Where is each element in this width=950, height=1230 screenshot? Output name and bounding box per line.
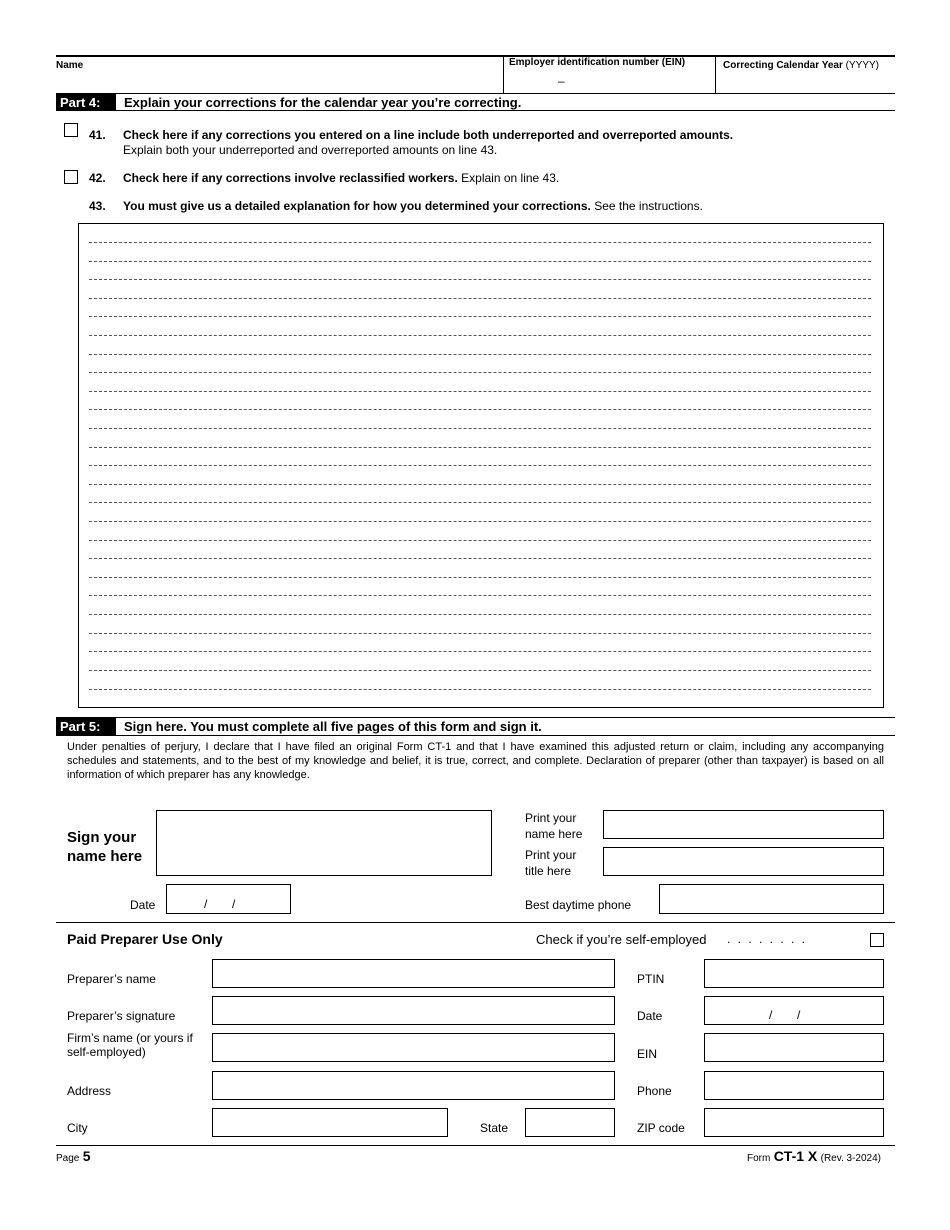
ein-label: Employer identification number (EIN) bbox=[509, 57, 686, 68]
header-top-rule bbox=[56, 55, 895, 57]
line41-subtext: Explain both your underreported and overreported amounts on line 43. bbox=[123, 143, 498, 157]
explanation-line bbox=[89, 633, 871, 634]
firm-name-field[interactable] bbox=[212, 1033, 615, 1062]
part5-top-rule bbox=[56, 717, 895, 718]
state-label: State bbox=[480, 1121, 509, 1135]
state-field[interactable] bbox=[525, 1108, 615, 1137]
date-slash: / bbox=[232, 897, 236, 911]
header-divider-1 bbox=[503, 56, 504, 94]
signature-field[interactable] bbox=[156, 810, 492, 876]
preparer-name-label: Preparer’s name bbox=[67, 972, 156, 986]
explanation-line bbox=[89, 372, 871, 373]
print-title-label-line2: title here bbox=[525, 864, 572, 878]
sign-label-line2: name here bbox=[67, 848, 143, 865]
explanation-textarea[interactable] bbox=[78, 223, 884, 708]
ein-dash: – bbox=[558, 74, 565, 88]
page-num: 5 bbox=[82, 1148, 91, 1164]
print-name-label bbox=[525, 810, 582, 842]
explanation-line bbox=[89, 595, 871, 596]
date-slash: / bbox=[204, 897, 208, 911]
line41-number: 41. bbox=[89, 128, 106, 142]
explanation-line bbox=[89, 521, 871, 522]
daytime-phone-field[interactable] bbox=[659, 884, 884, 914]
print-title-label bbox=[525, 847, 576, 879]
address-label: Address bbox=[67, 1084, 112, 1098]
preparer-date-label: Date bbox=[637, 1009, 663, 1023]
sign-date-label: Date bbox=[130, 898, 156, 912]
year-label: Correcting Calendar Year bbox=[723, 60, 843, 71]
explanation-line bbox=[89, 502, 871, 503]
explanation-line bbox=[89, 261, 871, 262]
explanation-line bbox=[89, 540, 871, 541]
print-title-field[interactable] bbox=[603, 847, 884, 876]
form-rev: (Rev. 3-2024) bbox=[820, 1153, 882, 1164]
explanation-line bbox=[89, 447, 871, 448]
sign-label-line1: Sign your bbox=[67, 829, 137, 846]
date-slash: / bbox=[769, 1008, 773, 1022]
print-name-label-line2: name here bbox=[525, 827, 583, 841]
part4-tag: Part 4: bbox=[56, 94, 116, 110]
self-employed-checkbox[interactable] bbox=[870, 933, 884, 947]
name-label: Name bbox=[56, 60, 84, 71]
firm-ein-label: EIN bbox=[637, 1047, 658, 1061]
line43-text bbox=[123, 199, 703, 213]
explanation-line bbox=[89, 465, 871, 466]
explanation-line bbox=[89, 242, 871, 243]
form-name: CT-1 X bbox=[773, 1148, 818, 1164]
header-bottom-rule bbox=[56, 93, 895, 94]
preparer-signature-label: Preparer’s signature bbox=[67, 1009, 176, 1023]
city-label: City bbox=[67, 1121, 88, 1135]
line42-text bbox=[123, 171, 559, 185]
preparer-phone-field[interactable] bbox=[704, 1071, 884, 1100]
year-hint: (YYYY) bbox=[845, 60, 879, 71]
line42-bold: Check here if any corrections involve reclassified workers. bbox=[123, 171, 458, 185]
explanation-line bbox=[89, 689, 871, 690]
explanation-line bbox=[89, 316, 871, 317]
line43-bold: You must give us a detailed explanation for how you determined your corrections. bbox=[123, 199, 591, 213]
explanation-line bbox=[89, 577, 871, 578]
line43-number: 43. bbox=[89, 199, 106, 213]
perjury-declaration: Under penalties of perjury, I declare that I have filed an original Form CT-1 and that I have examined this adjusted return or claim, including any accompanying schedules and statements, and to the best of my knowledge and belief, it is true, correct, and complete. Declaration of preparer (other than taxpayer) is based on all information of which preparer has any knowledge. bbox=[67, 741, 884, 781]
explanation-line bbox=[89, 391, 871, 392]
explanation-line bbox=[89, 428, 871, 429]
self-employed-dots: . . . . . . . . bbox=[727, 932, 808, 946]
explanation-line bbox=[89, 409, 871, 410]
line42-checkbox[interactable] bbox=[64, 170, 78, 184]
sign-date-field[interactable] bbox=[166, 884, 291, 914]
date-slash: / bbox=[797, 1008, 801, 1022]
form-id bbox=[747, 1148, 881, 1164]
zip-field[interactable] bbox=[704, 1108, 884, 1137]
preparer-date-field[interactable] bbox=[704, 996, 884, 1025]
city-field[interactable] bbox=[212, 1108, 448, 1137]
part4-rule bbox=[56, 110, 895, 111]
firm-name-label-line2: self-employed) bbox=[67, 1045, 146, 1059]
preparer-phone-label: Phone bbox=[637, 1084, 672, 1098]
explanation-line bbox=[89, 614, 871, 615]
line42-number: 42. bbox=[89, 171, 106, 185]
part5-rule bbox=[56, 735, 895, 736]
sign-label bbox=[67, 828, 142, 866]
preparer-signature-field[interactable] bbox=[212, 996, 615, 1025]
explanation-line bbox=[89, 354, 871, 355]
ptin-label: PTIN bbox=[637, 972, 665, 986]
address-field[interactable] bbox=[212, 1071, 615, 1100]
explanation-line bbox=[89, 484, 871, 485]
daytime-phone-label: Best daytime phone bbox=[525, 898, 632, 912]
header-divider-2 bbox=[715, 56, 716, 94]
line42-rest: Explain on line 43. bbox=[457, 171, 560, 185]
explanation-line bbox=[89, 670, 871, 671]
part5-tag: Part 5: bbox=[56, 718, 116, 735]
form-label: Form bbox=[747, 1153, 771, 1164]
print-name-field[interactable] bbox=[603, 810, 884, 839]
footer-rule bbox=[56, 1145, 895, 1146]
preparer-name-field[interactable] bbox=[212, 959, 615, 988]
print-title-label-line1: Print your bbox=[525, 848, 577, 862]
explanation-line bbox=[89, 279, 871, 280]
explanation-line bbox=[89, 298, 871, 299]
explanation-line bbox=[89, 651, 871, 652]
firm-name-label bbox=[67, 1031, 193, 1059]
line41-checkbox[interactable] bbox=[64, 123, 78, 137]
line43-rest: See the instructions. bbox=[590, 199, 703, 213]
firm-ein-field[interactable] bbox=[704, 1033, 884, 1062]
firm-name-label-line1: Firm’s name (or yours if bbox=[67, 1031, 193, 1045]
explanation-line bbox=[89, 558, 871, 559]
part4-title: Explain your corrections for the calendar year you’re correcting. bbox=[124, 95, 522, 110]
page-label: Page bbox=[56, 1153, 80, 1164]
preparer-title: Paid Preparer Use Only bbox=[67, 931, 223, 947]
explanation-line bbox=[89, 335, 871, 336]
line41-text: Check here if any corrections you entered on a line include both underreported and overreported amounts. bbox=[123, 128, 734, 142]
zip-label: ZIP code bbox=[637, 1121, 685, 1135]
ptin-field[interactable] bbox=[704, 959, 884, 988]
correcting-year-label bbox=[723, 60, 879, 71]
part5-title: Sign here. You must complete all five pages of this form and sign it. bbox=[124, 719, 542, 734]
preparer-top-rule bbox=[56, 922, 895, 923]
self-employed-label: Check if you’re self-employed bbox=[536, 932, 707, 947]
page-number bbox=[56, 1148, 91, 1164]
print-name-label-line1: Print your bbox=[525, 811, 577, 825]
